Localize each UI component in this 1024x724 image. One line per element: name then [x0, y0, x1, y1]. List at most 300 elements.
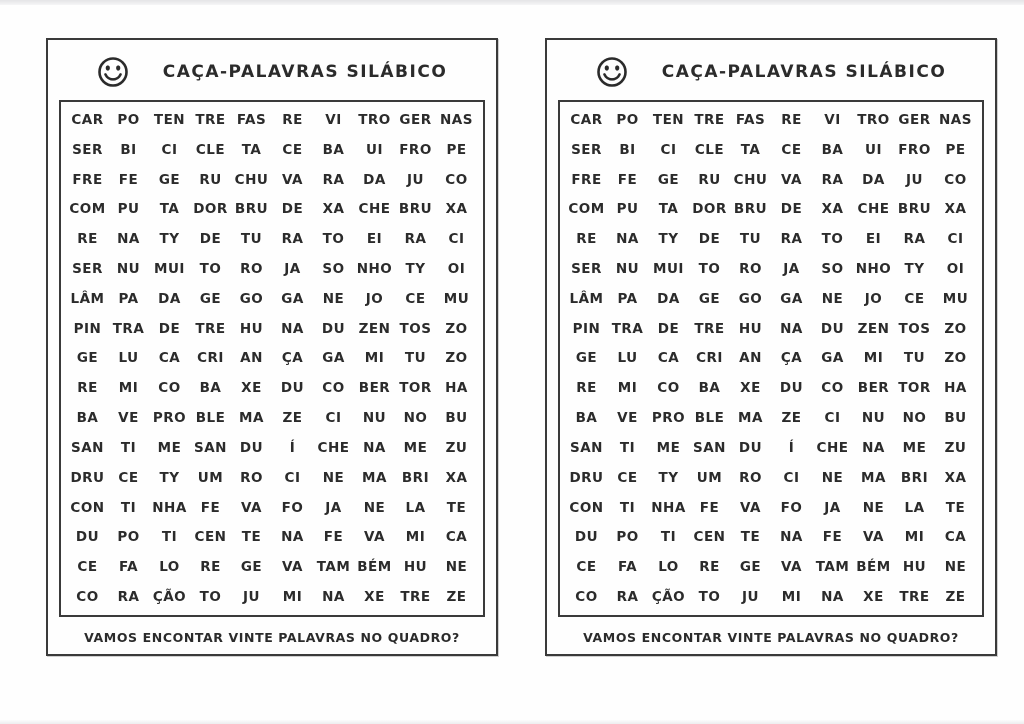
syllable-cell: TY — [658, 231, 679, 248]
syllable-cell: CAR — [71, 111, 104, 128]
syllable-cell: PIN — [572, 320, 601, 337]
syllable-cell: CE — [77, 559, 98, 576]
syllable-cell: COM — [568, 201, 605, 218]
syllable-cell: GE — [698, 290, 721, 307]
syllable-cell: NU — [615, 261, 640, 278]
syllable-cell: NA — [821, 589, 844, 606]
syllable-cell: ZU — [445, 439, 468, 456]
syllable-cell: NE — [445, 559, 468, 576]
syllable-cell: BRU — [897, 201, 932, 218]
syllable-cell: ZU — [944, 439, 967, 456]
syllable-cell: ZEN — [358, 320, 391, 337]
syllable-cell: RE — [77, 231, 98, 248]
syllable-cell: DU — [321, 320, 346, 337]
syllable-cell: GE — [575, 350, 598, 367]
syllable-cell: BÉM — [357, 559, 392, 576]
syllable-cell: ÇA — [780, 350, 803, 367]
syllable-cell: RA — [903, 231, 926, 248]
syllable-cell: FE — [617, 171, 638, 188]
syllable-cell: XA — [944, 469, 967, 486]
syllable-cell: FRE — [571, 171, 602, 188]
syllable-cell: PE — [945, 141, 966, 158]
syllable-cell: ZE — [781, 410, 802, 427]
syllable-cell: TRO — [358, 111, 391, 128]
syllable-cell: MA — [861, 469, 886, 486]
syllable-cell: JU — [906, 171, 923, 188]
syllable-cell: ME — [902, 439, 927, 456]
syllable-cell: JU — [243, 589, 260, 606]
syllable-cell: TE — [446, 499, 467, 516]
syllable-cell: NE — [322, 290, 345, 307]
syllable-cell: NO — [403, 410, 428, 427]
syllable-cell: BRI — [900, 469, 929, 486]
syllable-cell: MI — [405, 529, 426, 546]
syllable-cell: GE — [240, 559, 263, 576]
syllable-cell: DE — [199, 231, 222, 248]
syllable-cell: CE — [904, 290, 925, 307]
syllable-cell: DU — [574, 529, 599, 546]
syllable-cell: DE — [698, 231, 721, 248]
syllable-cell: VA — [364, 529, 385, 546]
syllable-cell: DOR — [193, 201, 228, 218]
syllable-cell: TRE — [899, 589, 930, 606]
syllable-cell: XE — [740, 380, 761, 397]
syllable-cell: TY — [159, 469, 180, 486]
syllable-cell: BU — [944, 410, 967, 427]
syllable-cell: VA — [781, 559, 802, 576]
worksheet-panel-right — [545, 38, 997, 656]
syllable-cell: JO — [864, 290, 883, 307]
syllable-cell: TE — [945, 499, 966, 516]
syllable-cell: NU — [362, 410, 387, 427]
syllable-cell: HU — [738, 320, 763, 337]
syllable-cell: TEN — [652, 111, 685, 128]
syllable-cell: CHE — [358, 201, 391, 218]
syllable-cell: CON — [569, 499, 604, 516]
syllable-cell: CLE — [694, 141, 725, 158]
syllable-cell: SAN — [570, 439, 603, 456]
syllable-cell: SAN — [194, 439, 227, 456]
syllable-cell: CO — [821, 380, 844, 397]
syllable-cell: FRO — [399, 141, 432, 158]
syllable-cell: SER — [72, 261, 103, 278]
syllable-cell: CE — [781, 141, 802, 158]
syllable-cell: CI — [448, 231, 465, 248]
syllable-cell: CO — [322, 380, 345, 397]
syllable-cell: ZO — [445, 350, 468, 367]
syllable-cell: TI — [619, 439, 636, 456]
syllable-cell: NA — [281, 529, 304, 546]
syllable-cell: NU — [861, 410, 886, 427]
syllable-cell: CE — [576, 559, 597, 576]
syllable-cell: NAS — [440, 111, 473, 128]
syllable-cell: UI — [865, 141, 882, 158]
syllable-cell: MI — [282, 589, 303, 606]
syllable-cell: TOS — [399, 320, 432, 337]
syllable-cell: SO — [821, 261, 844, 278]
syllable-cell: NE — [944, 559, 967, 576]
syllable-cell: RE — [77, 380, 98, 397]
syllable-cell: NE — [821, 290, 844, 307]
syllable-cell: TI — [120, 499, 137, 516]
syllable-cell: TRA — [112, 320, 145, 337]
syllable-cell: MI — [118, 380, 139, 397]
syllable-cell: CI — [161, 141, 178, 158]
worksheet-panel-left — [46, 38, 498, 656]
syllable-cell: BA — [575, 410, 598, 427]
syllable-cell: FAS — [236, 111, 267, 128]
syllable-cell: BA — [199, 380, 222, 397]
syllable-cell: BI — [619, 141, 636, 158]
syllable-cell: BER — [857, 380, 890, 397]
syllable-cell: DRU — [569, 469, 604, 486]
syllable-cell: XE — [863, 589, 884, 606]
syllable-cell: CEN — [194, 529, 227, 546]
syllable-cell: RE — [781, 111, 802, 128]
syllable-cell: JA — [325, 499, 342, 516]
syllable-cell: GE — [158, 171, 181, 188]
syllable-cell: ME — [157, 439, 182, 456]
syllable-cell: CO — [76, 589, 99, 606]
syllable-cell: GE — [199, 290, 222, 307]
syllable-cell: CO — [575, 589, 598, 606]
syllable-cell: PO — [616, 529, 639, 546]
syllable-cell: NA — [616, 231, 639, 248]
syllable-cell: CON — [70, 499, 105, 516]
syllable-cell: LÂM — [569, 290, 604, 307]
syllable-cell: AN — [739, 350, 762, 367]
syllable-cell: LA — [904, 499, 925, 516]
syllable-cell: NHA — [152, 499, 187, 516]
syllable-cell: GA — [821, 350, 844, 367]
syllable-cell: SER — [72, 141, 103, 158]
syllable-cell: EI — [865, 231, 882, 248]
syllable-cell: AN — [240, 350, 263, 367]
syllable-cell: ME — [403, 439, 428, 456]
syllable-cell: TA — [241, 141, 262, 158]
syllable-cell: CI — [824, 410, 841, 427]
syllable-cell: MI — [617, 380, 638, 397]
syllable-cell: TRE — [400, 589, 431, 606]
syllable-cell: Í — [289, 439, 296, 456]
syllable-cell: NA — [780, 320, 803, 337]
syllable-cell: DU — [239, 439, 264, 456]
syllable-cell: BI — [120, 141, 137, 158]
syllable-cell: NA — [117, 231, 140, 248]
syllable-cell: GO — [239, 290, 264, 307]
syllable-cell: ÇÃO — [651, 589, 686, 606]
syllable-cell: CHU — [234, 171, 269, 188]
syllable-cell: TRE — [195, 111, 226, 128]
syllable-cell: RU — [698, 171, 721, 188]
syllable-cell: PA — [118, 290, 139, 307]
syllable-cell: TAM — [815, 559, 850, 576]
syllable-cell: LU — [118, 350, 139, 367]
syllable-cell: DE — [281, 201, 304, 218]
syllable-cell: NA — [363, 439, 386, 456]
syllable-cell: RA — [322, 171, 345, 188]
worksheet-header — [48, 40, 496, 98]
syllable-cell: NHA — [651, 499, 686, 516]
syllable-cell: DE — [158, 320, 181, 337]
syllable-cell: PE — [446, 141, 467, 158]
worksheet-header — [547, 40, 995, 98]
scan-edge-bottom — [0, 720, 1024, 724]
syllable-cell: CE — [617, 469, 638, 486]
syllable-cell: TA — [159, 201, 180, 218]
syllable-cell: TO — [821, 231, 844, 248]
syllable-cell: CI — [284, 469, 301, 486]
syllable-cell: TO — [199, 261, 222, 278]
syllable-cell: LO — [159, 559, 180, 576]
syllable-cell: RU — [199, 171, 222, 188]
syllable-cell: MI — [904, 529, 925, 546]
syllable-cell: MI — [364, 350, 385, 367]
syllable-cell: TU — [404, 350, 427, 367]
syllable-cell: OI — [946, 261, 965, 278]
syllable-cell: BA — [698, 380, 721, 397]
syllable-cell: TI — [161, 529, 178, 546]
syllable-cell: GER — [399, 111, 432, 128]
syllable-cell: COM — [69, 201, 106, 218]
syllable-cell: XA — [445, 469, 468, 486]
syllable-cell: NE — [862, 499, 885, 516]
syllable-cell: XA — [944, 201, 967, 218]
syllable-cell: CRI — [197, 350, 224, 367]
syllable-cell: TU — [739, 231, 762, 248]
syllable-cell: CHU — [733, 171, 768, 188]
syllable-cell: CRI — [696, 350, 723, 367]
syllable-cell: CI — [325, 410, 342, 427]
syllable-cell: CA — [445, 529, 468, 546]
syllable-cell: CHE — [857, 201, 890, 218]
syllable-cell: RA — [780, 231, 803, 248]
syllable-cell: BRU — [398, 201, 433, 218]
syllable-cell: CA — [944, 529, 967, 546]
syllable-cell: TRE — [195, 320, 226, 337]
syllable-cell: GO — [738, 290, 763, 307]
syllable-cell: SO — [322, 261, 345, 278]
syllable-cell: JA — [783, 261, 800, 278]
syllable-cell: VA — [241, 499, 262, 516]
syllable-cell: TE — [740, 529, 761, 546]
syllable-cell: MU — [443, 290, 470, 307]
syllable-cell: PRO — [651, 410, 686, 427]
syllable-cell: GE — [76, 350, 99, 367]
syllable-cell: JO — [365, 290, 384, 307]
scan-edge-top — [0, 0, 1024, 5]
syllable-cell: PRO — [152, 410, 187, 427]
syllable-cell: ZEN — [857, 320, 890, 337]
syllable-cell: FO — [780, 499, 803, 516]
syllable-cell: DA — [862, 171, 885, 188]
syllable-cell: MUI — [154, 261, 185, 278]
syllable-cell: NAS — [939, 111, 972, 128]
syllable-cell: HU — [902, 559, 927, 576]
syllable-cell: OI — [447, 261, 466, 278]
syllable-cell: RO — [739, 261, 762, 278]
syllable-cell: SAN — [71, 439, 104, 456]
syllable-cell: FE — [200, 499, 221, 516]
syllable-cell: DOR — [692, 201, 727, 218]
syllable-cell: BÉM — [856, 559, 891, 576]
syllable-cell: TO — [698, 261, 721, 278]
syllable-cell: DU — [75, 529, 100, 546]
syllable-cell: RE — [576, 380, 597, 397]
syllable-cell: FA — [118, 559, 139, 576]
syllable-cell: RA — [281, 231, 304, 248]
syllable-cell: TY — [405, 261, 426, 278]
syllable-cell: RE — [699, 559, 720, 576]
syllable-cell: SER — [571, 141, 602, 158]
syllable-cell: TI — [120, 439, 137, 456]
syllable-cell: FA — [617, 559, 638, 576]
syllable-cell: RE — [200, 559, 221, 576]
syllable-cell: RA — [404, 231, 427, 248]
syllable-cell: FRE — [72, 171, 103, 188]
syllable-cell: TE — [241, 529, 262, 546]
syllable-cell: MA — [239, 410, 264, 427]
syllable-cell: UI — [366, 141, 383, 158]
syllable-cell: LA — [405, 499, 426, 516]
syllable-cell: ZO — [445, 320, 468, 337]
syllable-cell: NE — [363, 499, 386, 516]
syllable-cell: CE — [282, 141, 303, 158]
syllable-cell: DU — [280, 380, 305, 397]
syllable-cell: RO — [240, 469, 263, 486]
syllable-cell: GE — [739, 559, 762, 576]
syllable-cell: CAR — [570, 111, 603, 128]
syllable-cell: PU — [616, 201, 639, 218]
syllable-cell: TU — [240, 231, 263, 248]
syllable-cell: TRA — [611, 320, 644, 337]
syllable-cell: CLE — [195, 141, 226, 158]
syllable-cell: TI — [660, 529, 677, 546]
syllable-cell: DU — [820, 320, 845, 337]
syllable-cell: FE — [118, 171, 139, 188]
syllable-cell: TRE — [694, 111, 725, 128]
syllable-cell: GA — [322, 350, 345, 367]
syllable-cell: TOR — [399, 380, 432, 397]
syllable-cell: TEN — [153, 111, 186, 128]
syllable-cell: FE — [699, 499, 720, 516]
syllable-cell: RE — [576, 231, 597, 248]
syllable-cell: TY — [658, 469, 679, 486]
syllable-cell: NE — [322, 469, 345, 486]
syllable-cell: ZE — [945, 589, 966, 606]
syllable-cell: ÇA — [281, 350, 304, 367]
syllable-cell: CO — [445, 171, 468, 188]
syllable-cell: HA — [944, 380, 967, 397]
syllable-cell: MI — [863, 350, 884, 367]
syllable-cell: GER — [898, 111, 931, 128]
syllable-cell: FE — [822, 529, 843, 546]
syllable-cell: TA — [658, 201, 679, 218]
syllable-cell: PO — [616, 111, 639, 128]
syllable-cell: DE — [657, 320, 680, 337]
syllable-cell: NHO — [855, 261, 892, 278]
syllable-cell: GA — [780, 290, 803, 307]
footer-question: VAMOS ENCONTAR VINTE PALAVRAS NO QUADRO? — [583, 630, 959, 645]
syllable-cell: PO — [117, 111, 140, 128]
syllable-cell: VA — [781, 171, 802, 188]
syllable-cell: ÇÃO — [152, 589, 187, 606]
syllable-cell: RO — [240, 261, 263, 278]
syllable-cell: JU — [407, 171, 424, 188]
syllable-cell: DRU — [70, 469, 105, 486]
syllable-cell: TI — [619, 499, 636, 516]
worksheet-title: CAÇA-PALAVRAS SILÁBICO — [162, 62, 448, 82]
syllable-cell: VI — [325, 111, 342, 128]
syllable-cell: LU — [617, 350, 638, 367]
smiley-icon — [97, 56, 129, 88]
syllable-cell: BA — [322, 141, 345, 158]
syllable-cell: HU — [403, 559, 428, 576]
syllable-cell: FE — [323, 529, 344, 546]
syllable-cell: FAS — [735, 111, 766, 128]
syllable-cell: TO — [199, 589, 222, 606]
syllable-cell: Í — [788, 439, 795, 456]
syllable-cell: BER — [358, 380, 391, 397]
syllable-cell: ZO — [944, 320, 967, 337]
syllable-cell: XA — [445, 201, 468, 218]
syllable-cell: LÂM — [70, 290, 105, 307]
syllable-cell: CI — [783, 469, 800, 486]
syllable-cell: VA — [282, 171, 303, 188]
syllable-cell: XA — [821, 201, 844, 218]
syllable-cell: VA — [740, 499, 761, 516]
syllable-cell: TU — [903, 350, 926, 367]
syllable-cell: NHO — [356, 261, 393, 278]
syllable-cell: PA — [617, 290, 638, 307]
syllable-cell: TA — [740, 141, 761, 158]
syllable-cell: TOS — [898, 320, 931, 337]
syllable-cell: LO — [658, 559, 679, 576]
syllable-cell: JA — [284, 261, 301, 278]
syllable-cell: TRO — [857, 111, 890, 128]
syllable-cell: VE — [617, 410, 638, 427]
syllable-cell: MU — [942, 290, 969, 307]
syllable-cell: HA — [445, 380, 468, 397]
syllable-cell: MUI — [653, 261, 684, 278]
syllable-cell: NA — [780, 529, 803, 546]
syllable-cell: DU — [738, 439, 763, 456]
syllable-cell: MA — [362, 469, 387, 486]
syllable-cell: BLE — [195, 410, 226, 427]
syllable-cell: GE — [657, 171, 680, 188]
syllable-cell: CA — [158, 350, 181, 367]
syllable-cell: CO — [944, 171, 967, 188]
syllable-cell: RA — [616, 589, 639, 606]
syllable-cell: DU — [779, 380, 804, 397]
syllable-cell: EI — [366, 231, 383, 248]
syllable-cell: ZE — [446, 589, 467, 606]
syllable-cell: DA — [158, 290, 181, 307]
syllable-cell: BA — [821, 141, 844, 158]
syllable-cell: BRI — [401, 469, 430, 486]
syllable-cell: CEN — [693, 529, 726, 546]
syllable-cell: CE — [118, 469, 139, 486]
syllable-cell: CI — [947, 231, 964, 248]
syllable-cell: XE — [241, 380, 262, 397]
syllable-cell: BA — [76, 410, 99, 427]
syllable-cell: BRU — [234, 201, 269, 218]
syllable-cell: NA — [281, 320, 304, 337]
syllable-cell: SER — [571, 261, 602, 278]
syllable-cell: GA — [281, 290, 304, 307]
syllable-cell: ZE — [282, 410, 303, 427]
syllable-cell: TOR — [898, 380, 931, 397]
